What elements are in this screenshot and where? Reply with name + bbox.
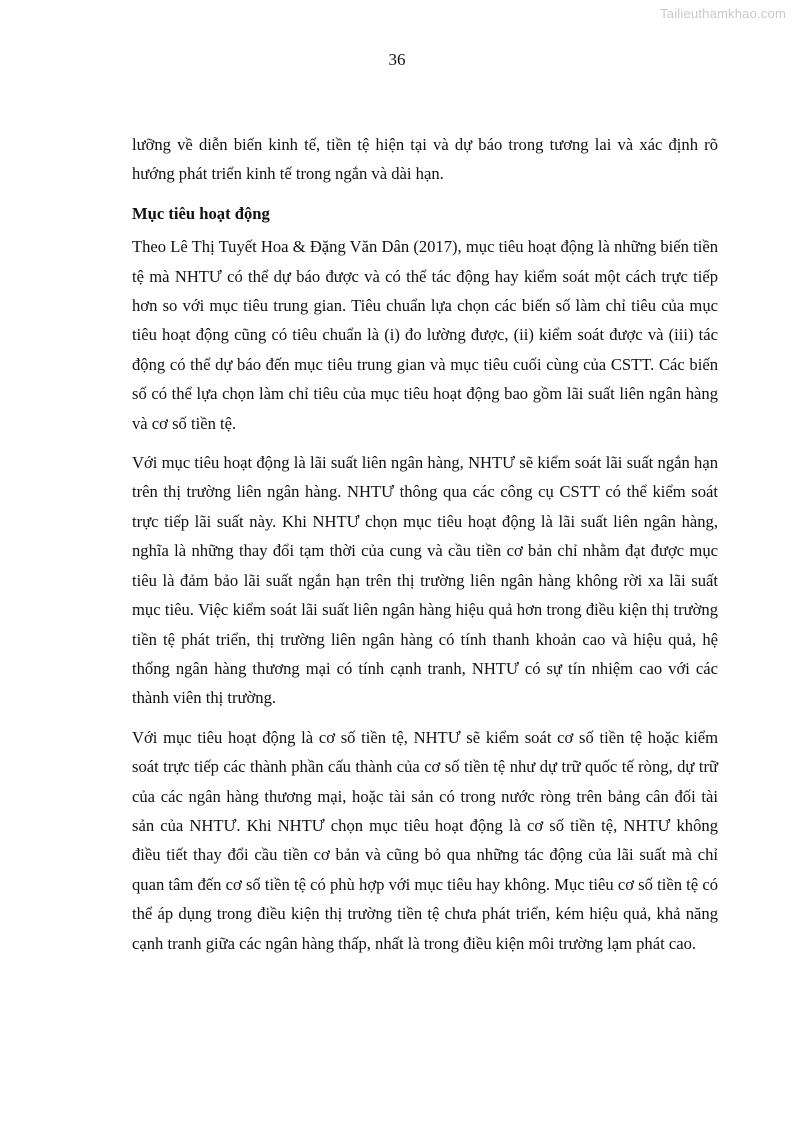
page-number: 36 [388, 50, 406, 69]
paragraph-interbank-rate: Với mục tiêu hoạt động là lãi suất liên ngân hàng, NHTƯ sẽ kiểm soát lãi suất ngắn hạn trên thị trường liên ngân hàng. NHTƯ thông qua các công cụ CSTT có thể kiểm soát trực tiếp lãi suất này. Khi NHTƯ chọn mục tiêu hoạt động là lãi suất liên ngân hàng, nghĩa là những thay đổi tạm thời của cung và cầu tiền cơ bản chỉ nhằm đạt được mục tiêu là đảm bảo lãi suất ngắn hạn trên thị trường liên ngân hàng không rời xa lãi suất mục tiêu. Việc kiểm soát lãi suất liên ngân hàng hiệu quả hơn trong điều kiện thị trường tiền tệ phát triển, thị trường liên ngân hàng có tính thanh khoản cao và hiệu quả, hệ thống ngân hàng thương mại có tính cạnh tranh, NHTƯ có sự tín nhiệm cao với các thành viên thị trường. [132, 453, 718, 708]
paragraph-definition: Theo Lê Thị Tuyết Hoa & Đặng Văn Dân (2017), mục tiêu hoạt động là những biến tiền tệ mà NHTƯ có thể dự báo được và có thể tác động hay kiểm soát một cách trực tiếp hơn so với mục tiêu trung gian. Tiêu chuẩn lựa chọn các biến số làm chỉ tiêu của mục tiêu hoạt động cũng có tiêu chuẩn là (i) đo lường được, (ii) kiểm soát được và (iii) tác động có thể dự báo đến mục tiêu trung gian và mục tiêu cuối cùng của CSTT. Các biến số có thể lựa chọn làm chỉ tiêu của mục tiêu hoạt động bao gồm lãi suất liên ngân hàng và cơ số tiền tệ. [132, 237, 718, 433]
document-body [132, 130, 718, 958]
paragraph-intro: lưỡng về diễn biến kinh tế, tiền tệ hiện tại và dự báo trong tương lai và xác định rõ hướng phát triển kinh tế trong ngắn và dài hạn. [132, 135, 718, 184]
section-heading: Mục tiêu hoạt động [132, 203, 270, 223]
watermark-text: Tailieuthamkhao.com [660, 6, 786, 21]
paragraph-monetary-base: Với mục tiêu hoạt động là cơ số tiền tệ, NHTƯ sẽ kiểm soát cơ số tiền tệ hoặc kiểm soát trực tiếp các thành phần cấu thành của cơ số tiền tệ như dự trữ quốc tế ròng, dự trữ của các ngân hàng thương mại, hoặc tài sản có trong nước ròng trên bảng cân đối tài sản của NHTƯ. Khi NHTƯ chọn mục tiêu hoạt động là cơ số tiền tệ, NHTƯ không điều tiết thay đổi cầu tiền cơ bản và cũng bỏ qua những tác động của lãi suất mà chỉ quan tâm đến cơ số tiền tệ có phù hợp với mục tiêu hay không. Mục tiêu cơ số tiền tệ có thể áp dụng trong điều kiện thị trường tiền tệ chưa phát triển, kém hiệu quả, khả năng cạnh tranh giữa các ngân hàng thấp, nhất là trong điều kiện môi trường lạm phát cao. [132, 727, 718, 953]
